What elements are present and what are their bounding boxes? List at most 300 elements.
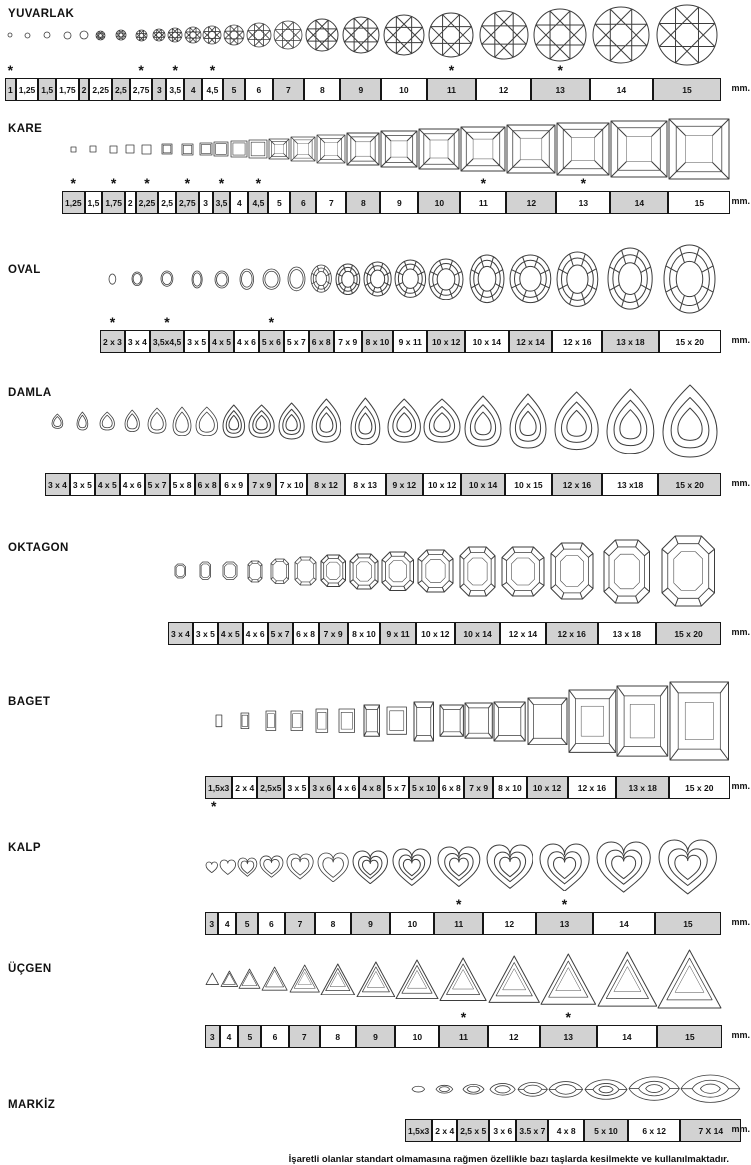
asterisk-marker: * bbox=[255, 175, 262, 191]
asterisk-marker: * bbox=[184, 175, 191, 191]
size-cell: 3 x 4 bbox=[168, 622, 193, 645]
star-spacer bbox=[552, 316, 602, 330]
size-column bbox=[79, 6, 90, 101]
triangle-gem-illustration bbox=[488, 947, 540, 1011]
section-oval bbox=[0, 242, 751, 353]
size-cell: 9 x 12 bbox=[386, 473, 424, 496]
size-cell: 1,75 bbox=[102, 191, 125, 214]
section-marquise bbox=[0, 1073, 751, 1142]
size-cell: 1,5 bbox=[38, 78, 56, 101]
size-column bbox=[218, 836, 236, 935]
size-column bbox=[45, 383, 70, 496]
size-column bbox=[602, 383, 658, 496]
size-cell: 5 bbox=[236, 912, 258, 935]
star-spacer bbox=[168, 608, 193, 622]
size-column bbox=[616, 680, 669, 815]
octagon-gem-illustration bbox=[500, 534, 545, 608]
star-spacer bbox=[234, 316, 259, 330]
size-cell: 7 x 9 bbox=[319, 622, 348, 645]
size-cell: 15 bbox=[657, 1025, 722, 1048]
size-column bbox=[527, 680, 568, 815]
star-spacer bbox=[56, 64, 79, 78]
size-cell: 10 x 14 bbox=[455, 622, 500, 645]
size-cell: 11 bbox=[427, 78, 477, 101]
star-spacer bbox=[384, 762, 409, 776]
asterisk-marker: * bbox=[211, 798, 217, 814]
size-cell: 3 x 6 bbox=[309, 776, 334, 799]
size-cell: 7 bbox=[316, 191, 346, 214]
asterisk-marker: * bbox=[448, 62, 455, 78]
star-spacer bbox=[381, 64, 426, 78]
star-spacer bbox=[439, 799, 464, 815]
row-content bbox=[405, 1073, 750, 1142]
size-column bbox=[669, 680, 730, 815]
baguette-gem-illustration bbox=[409, 680, 439, 762]
round-gem-illustration bbox=[273, 6, 305, 64]
star-spacer bbox=[655, 898, 721, 912]
marquise-gem-illustration bbox=[584, 1073, 628, 1105]
size-column bbox=[220, 383, 248, 496]
triangle-gem-illustration bbox=[540, 947, 597, 1011]
marquise-gem-illustration bbox=[516, 1073, 548, 1105]
size-cell: 14 bbox=[593, 912, 655, 935]
octagon-gem-illustration bbox=[218, 534, 243, 608]
section-square bbox=[0, 121, 751, 214]
size-column bbox=[628, 1073, 680, 1142]
oval-gem-illustration bbox=[334, 242, 362, 316]
size-cell: 8 bbox=[304, 78, 340, 101]
baguette-gem-illustration bbox=[359, 680, 384, 762]
star-spacer bbox=[597, 1011, 658, 1025]
size-cell: 4 x 8 bbox=[359, 776, 384, 799]
size-column bbox=[505, 383, 552, 496]
heart-gem-illustration bbox=[434, 836, 483, 898]
asterisk-marker: * bbox=[109, 314, 116, 330]
heart-gem-illustration bbox=[536, 836, 593, 898]
size-column bbox=[234, 242, 259, 353]
row-title-octagon: OKTAGON bbox=[8, 542, 69, 554]
size-cell: 13 bbox=[556, 191, 610, 214]
oval-gem-illustration bbox=[100, 242, 125, 316]
star-spacer bbox=[500, 608, 545, 622]
size-cell: 9 bbox=[351, 912, 391, 935]
size-cell: 6 x 8 bbox=[293, 622, 319, 645]
unit-label: mm. bbox=[731, 335, 750, 345]
star-spacer bbox=[184, 316, 209, 330]
size-cell: 6 x 8 bbox=[195, 473, 220, 496]
section-heart bbox=[0, 836, 751, 935]
star-spacer bbox=[427, 316, 464, 330]
size-column bbox=[293, 534, 319, 645]
baguette-gem-illustration bbox=[232, 680, 257, 762]
asterisk-marker: * bbox=[7, 62, 14, 78]
marquise-gem-illustration bbox=[432, 1073, 457, 1105]
star-spacer bbox=[656, 608, 721, 622]
star-spacer bbox=[527, 762, 568, 776]
row-content bbox=[168, 534, 750, 645]
size-column bbox=[248, 121, 268, 214]
size-cell: 10 x 14 bbox=[465, 330, 509, 353]
row-content bbox=[5, 6, 750, 101]
square-gem-illustration bbox=[380, 121, 418, 177]
size-cell: 2,25 bbox=[89, 78, 112, 101]
size-column bbox=[334, 242, 362, 353]
square-gem-illustration bbox=[316, 121, 346, 177]
star-spacer bbox=[657, 1011, 722, 1025]
star-spacer bbox=[351, 898, 391, 912]
star-spacer bbox=[195, 459, 220, 473]
baguette-gem-illustration bbox=[527, 680, 568, 762]
size-cell: 3,5 bbox=[213, 191, 231, 214]
size-cell: 10 x 15 bbox=[505, 473, 552, 496]
octagon-gem-illustration bbox=[168, 534, 193, 608]
row-title-heart: KALP bbox=[8, 842, 41, 854]
size-column bbox=[334, 680, 359, 815]
size-cell: 12 x 16 bbox=[552, 330, 602, 353]
size-column bbox=[340, 6, 381, 101]
star-spacer bbox=[89, 64, 112, 78]
section-round bbox=[0, 6, 751, 101]
asterisk-marker: * bbox=[580, 175, 587, 191]
star-spacer bbox=[348, 608, 380, 622]
marquise-gem-illustration bbox=[548, 1073, 584, 1105]
size-column bbox=[89, 6, 112, 101]
size-cell: 12 bbox=[488, 1025, 540, 1048]
size-cell: 5 x 6 bbox=[259, 330, 284, 353]
size-cell: 4 bbox=[220, 1025, 239, 1048]
oval-gem-illustration bbox=[150, 242, 184, 316]
star-spacer bbox=[315, 898, 350, 912]
size-column bbox=[384, 680, 409, 815]
size-cell: 7 x 9 bbox=[334, 330, 362, 353]
star-spacer bbox=[465, 316, 509, 330]
row-title-marquise: MARKİZ bbox=[8, 1099, 56, 1111]
size-columns bbox=[168, 534, 721, 645]
size-cell: 6 bbox=[245, 78, 272, 101]
size-cell: 15 bbox=[653, 78, 721, 101]
oval-gem-illustration bbox=[125, 242, 150, 316]
size-column bbox=[390, 836, 434, 935]
star-spacer bbox=[359, 799, 384, 815]
size-column bbox=[273, 6, 305, 101]
size-cell: 9 bbox=[380, 191, 418, 214]
size-cell: 9 x 11 bbox=[393, 330, 427, 353]
star-spacer bbox=[669, 762, 730, 776]
star-spacer bbox=[461, 459, 505, 473]
size-column bbox=[238, 947, 261, 1048]
size-column bbox=[598, 534, 656, 645]
size-column bbox=[427, 6, 477, 101]
round-gem-illustration bbox=[223, 6, 246, 64]
star-spacer bbox=[218, 608, 243, 622]
size-column bbox=[289, 947, 320, 1048]
size-column bbox=[125, 242, 150, 353]
size-column bbox=[500, 534, 545, 645]
size-column bbox=[416, 534, 455, 645]
size-cell: 4,5 bbox=[248, 191, 268, 214]
size-cell: 6 bbox=[290, 191, 316, 214]
pear-gem-illustration bbox=[95, 383, 120, 459]
size-column bbox=[223, 6, 246, 101]
star-spacer bbox=[356, 1011, 396, 1025]
size-cell: 7 bbox=[273, 78, 305, 101]
size-cell: 15 x 20 bbox=[656, 622, 721, 645]
size-columns bbox=[405, 1073, 724, 1142]
star-spacer bbox=[309, 762, 334, 776]
marquise-gem-illustration bbox=[628, 1073, 680, 1105]
size-cell: 12 bbox=[506, 191, 556, 214]
star-spacer bbox=[257, 799, 284, 815]
size-cell: 2,75 bbox=[176, 191, 199, 214]
star-spacer bbox=[158, 177, 176, 191]
heart-gem-illustration bbox=[205, 836, 218, 898]
star-spacer bbox=[568, 799, 617, 815]
row-content bbox=[205, 947, 750, 1048]
baguette-gem-illustration bbox=[384, 680, 409, 762]
row-content bbox=[205, 680, 750, 815]
row-content bbox=[45, 383, 750, 496]
size-cell: 15 x 20 bbox=[659, 330, 721, 353]
oval-gem-illustration bbox=[602, 242, 658, 316]
star-spacer bbox=[659, 316, 721, 330]
size-column bbox=[546, 534, 598, 645]
size-cell: 2,5 x 5 bbox=[457, 1119, 489, 1142]
star-spacer bbox=[423, 459, 461, 473]
star-spacer bbox=[112, 64, 130, 78]
star-spacer bbox=[516, 1105, 548, 1119]
size-column bbox=[434, 836, 483, 935]
size-column bbox=[199, 121, 213, 214]
footnote: İşaretli olanlar standart olmamasına rağmen özellikle bazı taşlarda kesilmekte ve kullanılmaktadır. bbox=[288, 1154, 729, 1165]
star-spacer bbox=[319, 608, 348, 622]
size-column bbox=[602, 242, 658, 353]
size-column bbox=[465, 242, 509, 353]
size-cell: 12 x 16 bbox=[568, 776, 617, 799]
row-title-round: YUVARLAK bbox=[8, 8, 75, 20]
size-cell: 15 bbox=[655, 912, 721, 935]
star-spacer bbox=[390, 898, 434, 912]
triangle-gem-illustration bbox=[657, 947, 722, 1011]
star-spacer bbox=[261, 1011, 288, 1025]
star-spacer bbox=[669, 799, 730, 815]
size-cell: 1,25 bbox=[62, 191, 85, 214]
baguette-gem-illustration bbox=[464, 680, 493, 762]
square-gem-illustration bbox=[136, 121, 159, 177]
star-spacer bbox=[38, 64, 56, 78]
size-cell: 5 x 8 bbox=[170, 473, 195, 496]
star-spacer bbox=[199, 177, 213, 191]
pear-gem-illustration bbox=[602, 383, 658, 459]
heart-gem-illustration bbox=[390, 836, 434, 898]
pear-gem-illustration bbox=[386, 383, 424, 459]
unit-label: mm. bbox=[731, 781, 750, 791]
star-spacer bbox=[552, 459, 602, 473]
baguette-gem-illustration bbox=[568, 680, 617, 762]
size-cell: 9 bbox=[340, 78, 381, 101]
size-cell: 7 x 9 bbox=[464, 776, 493, 799]
size-cell: 3 x 5 bbox=[193, 622, 218, 645]
size-column bbox=[439, 680, 464, 815]
star-spacer bbox=[145, 459, 170, 473]
size-column bbox=[658, 383, 721, 496]
baguette-gem-illustration bbox=[669, 680, 730, 762]
size-cell: 3 x 5 bbox=[70, 473, 95, 496]
square-gem-illustration bbox=[418, 121, 460, 177]
size-cell: 10 x 12 bbox=[427, 330, 464, 353]
star-spacer bbox=[409, 799, 439, 815]
size-column bbox=[259, 242, 284, 353]
size-cell: 6 x 8 bbox=[309, 330, 334, 353]
size-cell: 5 bbox=[238, 1025, 261, 1048]
pear-gem-illustration bbox=[461, 383, 505, 459]
star-spacer bbox=[152, 64, 166, 78]
star-spacer bbox=[568, 762, 617, 776]
size-cell: 15 x 20 bbox=[669, 776, 730, 799]
star-spacer bbox=[309, 799, 334, 815]
round-gem-illustration bbox=[304, 6, 340, 64]
star-spacer bbox=[416, 608, 455, 622]
round-gem-illustration bbox=[152, 6, 166, 64]
heart-gem-illustration bbox=[258, 836, 284, 898]
star-spacer bbox=[79, 64, 90, 78]
size-column bbox=[243, 534, 268, 645]
size-column bbox=[493, 680, 526, 815]
size-column bbox=[276, 383, 307, 496]
size-column bbox=[476, 6, 530, 101]
size-cell: 10 bbox=[395, 1025, 439, 1048]
star-spacer bbox=[268, 608, 293, 622]
star-spacer bbox=[409, 762, 439, 776]
size-cell: 1,5 bbox=[85, 191, 103, 214]
star-spacer bbox=[386, 459, 424, 473]
size-columns bbox=[45, 383, 721, 496]
triangle-gem-illustration bbox=[289, 947, 320, 1011]
round-gem-illustration bbox=[89, 6, 112, 64]
round-gem-illustration bbox=[590, 6, 653, 64]
octagon-gem-illustration bbox=[193, 534, 218, 608]
star-spacer bbox=[505, 459, 552, 473]
round-gem-illustration bbox=[56, 6, 79, 64]
round-gem-illustration bbox=[340, 6, 381, 64]
row-title-square: KARE bbox=[8, 123, 43, 135]
size-column bbox=[170, 383, 195, 496]
star-spacer bbox=[125, 177, 136, 191]
asterisk-marker: * bbox=[110, 175, 117, 191]
oval-gem-illustration bbox=[209, 242, 234, 316]
octagon-gem-illustration bbox=[319, 534, 348, 608]
star-spacer bbox=[395, 1011, 439, 1025]
triangle-gem-illustration bbox=[220, 947, 239, 1011]
size-cell: 6 x 9 bbox=[220, 473, 248, 496]
size-cell: 1,75 bbox=[56, 78, 79, 101]
square-gem-illustration bbox=[62, 121, 85, 177]
octagon-gem-illustration bbox=[455, 534, 500, 608]
octagon-gem-illustration bbox=[656, 534, 721, 608]
size-column bbox=[610, 121, 668, 214]
size-cell: 10 x 12 bbox=[416, 622, 455, 645]
section-pear bbox=[0, 383, 751, 496]
size-cell: 6 bbox=[258, 912, 284, 935]
pear-gem-illustration bbox=[423, 383, 461, 459]
star-spacer bbox=[307, 459, 345, 473]
size-cell: 3 bbox=[199, 191, 213, 214]
star-spacer bbox=[238, 1011, 261, 1025]
size-column bbox=[176, 121, 199, 214]
size-column bbox=[455, 534, 500, 645]
baguette-gem-illustration bbox=[309, 680, 334, 762]
star-spacer bbox=[527, 799, 568, 815]
size-cell: 7 x 10 bbox=[276, 473, 307, 496]
marquise-gem-illustration bbox=[489, 1073, 516, 1105]
size-column bbox=[236, 836, 258, 935]
star-spacer bbox=[359, 762, 384, 776]
size-cell: 14 bbox=[597, 1025, 658, 1048]
size-column bbox=[85, 121, 103, 214]
size-column bbox=[460, 121, 506, 214]
size-column bbox=[464, 680, 493, 815]
size-cell: 5 x 7 bbox=[145, 473, 170, 496]
star-spacer bbox=[304, 64, 340, 78]
star-spacer bbox=[493, 799, 526, 815]
square-gem-illustration bbox=[506, 121, 556, 177]
star-spacer bbox=[439, 762, 464, 776]
oval-gem-illustration bbox=[284, 242, 309, 316]
star-spacer bbox=[362, 316, 393, 330]
unit-label: mm. bbox=[731, 196, 750, 206]
star-spacer bbox=[236, 898, 258, 912]
size-cell: 10 x 12 bbox=[527, 776, 568, 799]
size-cell: 12 x 14 bbox=[500, 622, 545, 645]
pear-gem-illustration bbox=[552, 383, 602, 459]
star-spacer bbox=[290, 177, 316, 191]
size-column bbox=[120, 383, 145, 496]
oval-gem-illustration bbox=[362, 242, 393, 316]
size-column bbox=[584, 1073, 628, 1142]
star-spacer bbox=[380, 177, 418, 191]
size-cell: 3 x 5 bbox=[184, 330, 209, 353]
size-cell: 8 bbox=[346, 191, 380, 214]
size-cell: 13 x18 bbox=[602, 473, 658, 496]
size-cell: 3 x 6 bbox=[489, 1119, 516, 1142]
star-spacer bbox=[546, 608, 598, 622]
star-spacer bbox=[285, 898, 316, 912]
size-column bbox=[386, 383, 424, 496]
size-column bbox=[205, 680, 232, 815]
size-column bbox=[307, 383, 345, 496]
size-cell: 13 bbox=[536, 912, 593, 935]
star-spacer bbox=[334, 799, 359, 815]
asterisk-marker: * bbox=[209, 62, 216, 78]
oval-gem-illustration bbox=[465, 242, 509, 316]
star-spacer bbox=[418, 177, 460, 191]
triangle-gem-illustration bbox=[439, 947, 487, 1011]
size-column bbox=[320, 947, 356, 1048]
octagon-gem-illustration bbox=[243, 534, 268, 608]
star-spacer bbox=[680, 1105, 741, 1119]
triangle-gem-illustration bbox=[356, 947, 396, 1011]
size-cell: 13 x 18 bbox=[602, 330, 658, 353]
octagon-gem-illustration bbox=[546, 534, 598, 608]
star-spacer bbox=[602, 316, 658, 330]
star-spacer bbox=[476, 64, 530, 78]
size-column bbox=[102, 121, 125, 214]
size-column bbox=[439, 947, 487, 1048]
size-column bbox=[258, 836, 284, 935]
size-cell: 1,25 bbox=[16, 78, 39, 101]
pear-gem-illustration bbox=[248, 383, 276, 459]
star-spacer bbox=[276, 459, 307, 473]
pear-gem-illustration bbox=[345, 383, 386, 459]
